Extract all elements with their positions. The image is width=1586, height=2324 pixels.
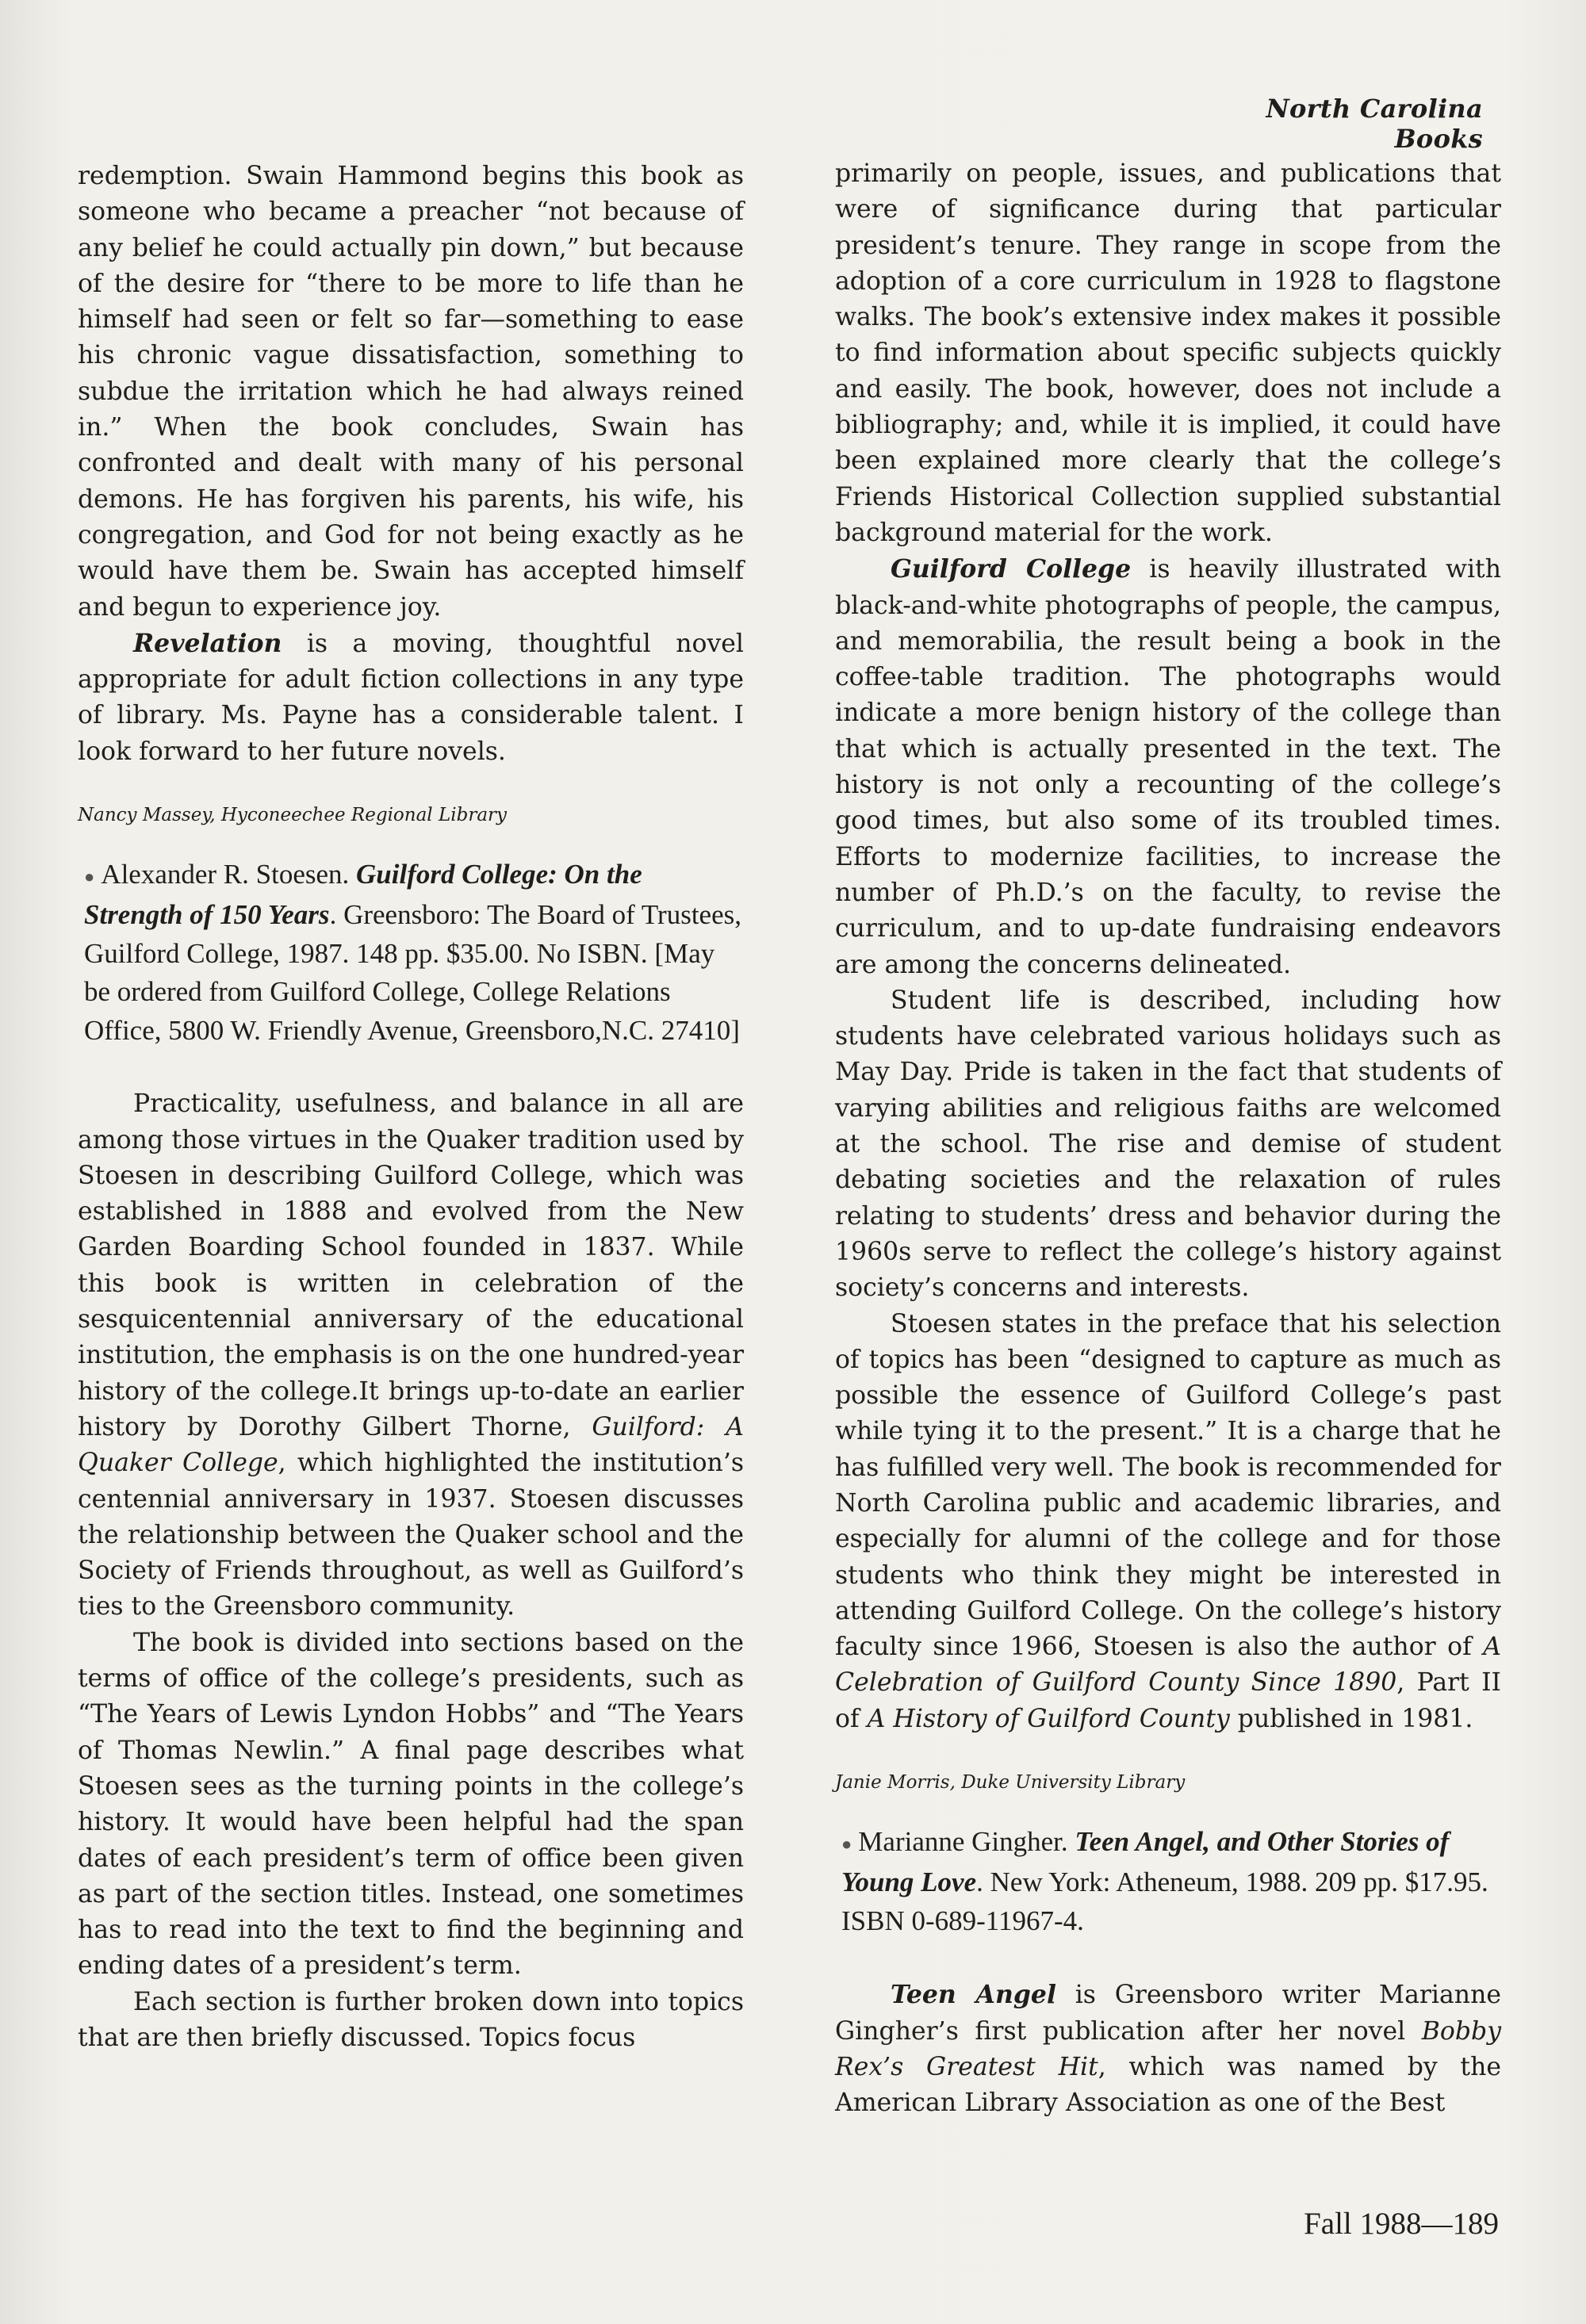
bibliographic-entry: ● Marianne Gingher. Teen Angel, and Other Stories of Young Love. New York: Atheneum, 1988. 209 pp. $17.95. ISBN 0-689-11967-4. [841,1826,1488,1936]
book-title: Guilford College: On the Strength of 150 Years [84,859,642,931]
page-footer: Fall 1988—189 [1304,2207,1499,2241]
book-title: A Celebration of Guilford County Since 1890 [835,1633,1501,1698]
review-paragraph: Practicality, usefulness, and balance in all are among those virtues in the Quaker tradition used by Stoesen in describing Guilford College, which was established in 1888 and evolved from the New Garden Boarding School founded in 1837. While this book is written in celebration of the sesquicentennial anniversary of the educational institution, the emphasis is on the one hundred-year history of the college.It brings up-to-date an earlier history by Dorothy Gilbert Thorne, Guilford: A Quaker College, which highlighted the institution’s centennial anniversary in 1937. Stoesen discusses the relationship between the Quaker school and the Society of Friends throughout, as well as Guilford’s ties to the Greensboro community. [78,1089,744,1621]
running-header: North Carolina Books [1266,94,1483,154]
review-paragraph: Revelation is a moving, thoughtful novel appropriate for adult fiction collections in any type of library. Ms. Payne has a considerable talent. I look forward to her future novels. [78,628,744,766]
review-paragraph: primarily on people, issues, and publications that were of significance during that particular president’s tenure. They range in scope from the adoption of a core curriculum in 1928 to flagstone walks. The book’s extensive index makes it possible to find information about specific subjects quickly and easily. The book, however, does not include a bibliography; and, while it is implied, it could have been explained more clearly that the college’s Friends Historical Collection supplied substantial background material for the work. [835,159,1501,547]
review-paragraph: Guilford College is heavily illustrated with black-and-white photographs of people, the campus, and memorabilia, the result being a book in the coffee-table tradition. The photographs would indicate a more benign history of the college than that which is actually presented in the text. The history is not only a recounting of the college’s good times, but also some of its troubled times. Efforts to modernize facilities, to increase the number of Ph.D.’s on the faculty, to revise the curriculum, and to up-date fundraising endeavors are among the concerns delineated. [835,554,1501,979]
review-paragraph: Each section is further broken down into topics that are then briefly discussed. Topics focus [78,1987,744,2052]
review-paragraph: Teen Angel is Greensboro writer Marianne Gingher’s first publication after her novel Bobby Rex’s Greatest Hit, which was named by the American Library Association as one of the Best [835,1980,1501,2118]
book-title: Bobby Rex’s Greatest Hit [835,2016,1501,2081]
reviewer-signature: Nancy Massey, Hyconeechee Regional Library [78,805,508,826]
review-paragraph: The book is divided into sections based on the terms of office of the college’s presidents, such as “The Years of Lewis Lyndon Hobbs” and “The Years of Thomas Newlin.” A final page describes what Stoesen sees as the turning points in the college’s history. It would have been helpful had the span dates of each president’s term of office been given as part of the section titles. Instead, one sometimes has to read into the text to find the beginning and ending dates of a president’s term. [78,1628,744,1981]
review-paragraph: Stoesen states in the preface that his selection of topics has been “designed to capture as much as possible the essence of Guilford College’s past while tying it to the present.” It is a charge that he has fulfilled very well. The book is recommended for North Carolina public and academic libraries, and especially for alumni of the college and for those students who think they might be interested in attending Guilford College. On the college’s history faculty since 1966, Stoesen is also the author of A Celebration of Guilford County Since 1890, Part II of A History of Guilford County published in 1981. [835,1309,1501,1733]
left-column [78,159,744,2056]
book-title: Teen Angel, and Other Stories of Young Love [841,1826,1450,1898]
bullet-icon: ● [841,1833,852,1854]
bibliographic-entry: ● Alexander R. Stoesen. Guilford College: On the Strength of 150 Years. Greensboro: The Board of Trustees, Guilford College, 1987. 148 pp. $35.00. No ISBN. [May be ordered from Guilford College, College Relations Office, 5800 W. Friendly Avenue, Greensboro,N.C. 27410] [84,859,741,1046]
bullet-icon: ● [84,866,95,886]
book-title: A History of Guilford County [867,1704,1230,1733]
review-paragraph: redemption. Swain Hammond begins this book as someone who became a preacher “not because of any belief he could actually pin down,” but because of the desire for “there to be more to life than he himself had seen or felt so far—something to ease his chronic vague dissatisfaction, something to subdue the irritation which he had always reined in.” When the book concludes, Swain has confronted and dealt with many of his personal demons. He has forgiven his parents, his wife, his congregation, and God for not being exactly as he would have them be. Swain has accepted himself and begun to experience joy. [78,162,744,622]
book-title: Revelation [133,628,282,658]
book-title: Teen Angel [891,1980,1056,2010]
book-title: Guilford: A Quaker College [78,1412,744,1478]
reviewer-signature: Janie Morris, Duke University Library [835,1772,1186,1794]
right-column [835,156,1501,2121]
book-title: Guilford College [891,554,1132,584]
review-paragraph: Student life is described, including how students have celebrated various holidays such as May Day. Pride is taken in the fact that students of varying abilities and religious faiths are welcomed at the school. The rise and demise of student debating societies and the relaxation of rules relating to students’ dress and behavior during the 1960s serve to reflect the college’s history against society’s concerns and interests. [835,986,1501,1303]
